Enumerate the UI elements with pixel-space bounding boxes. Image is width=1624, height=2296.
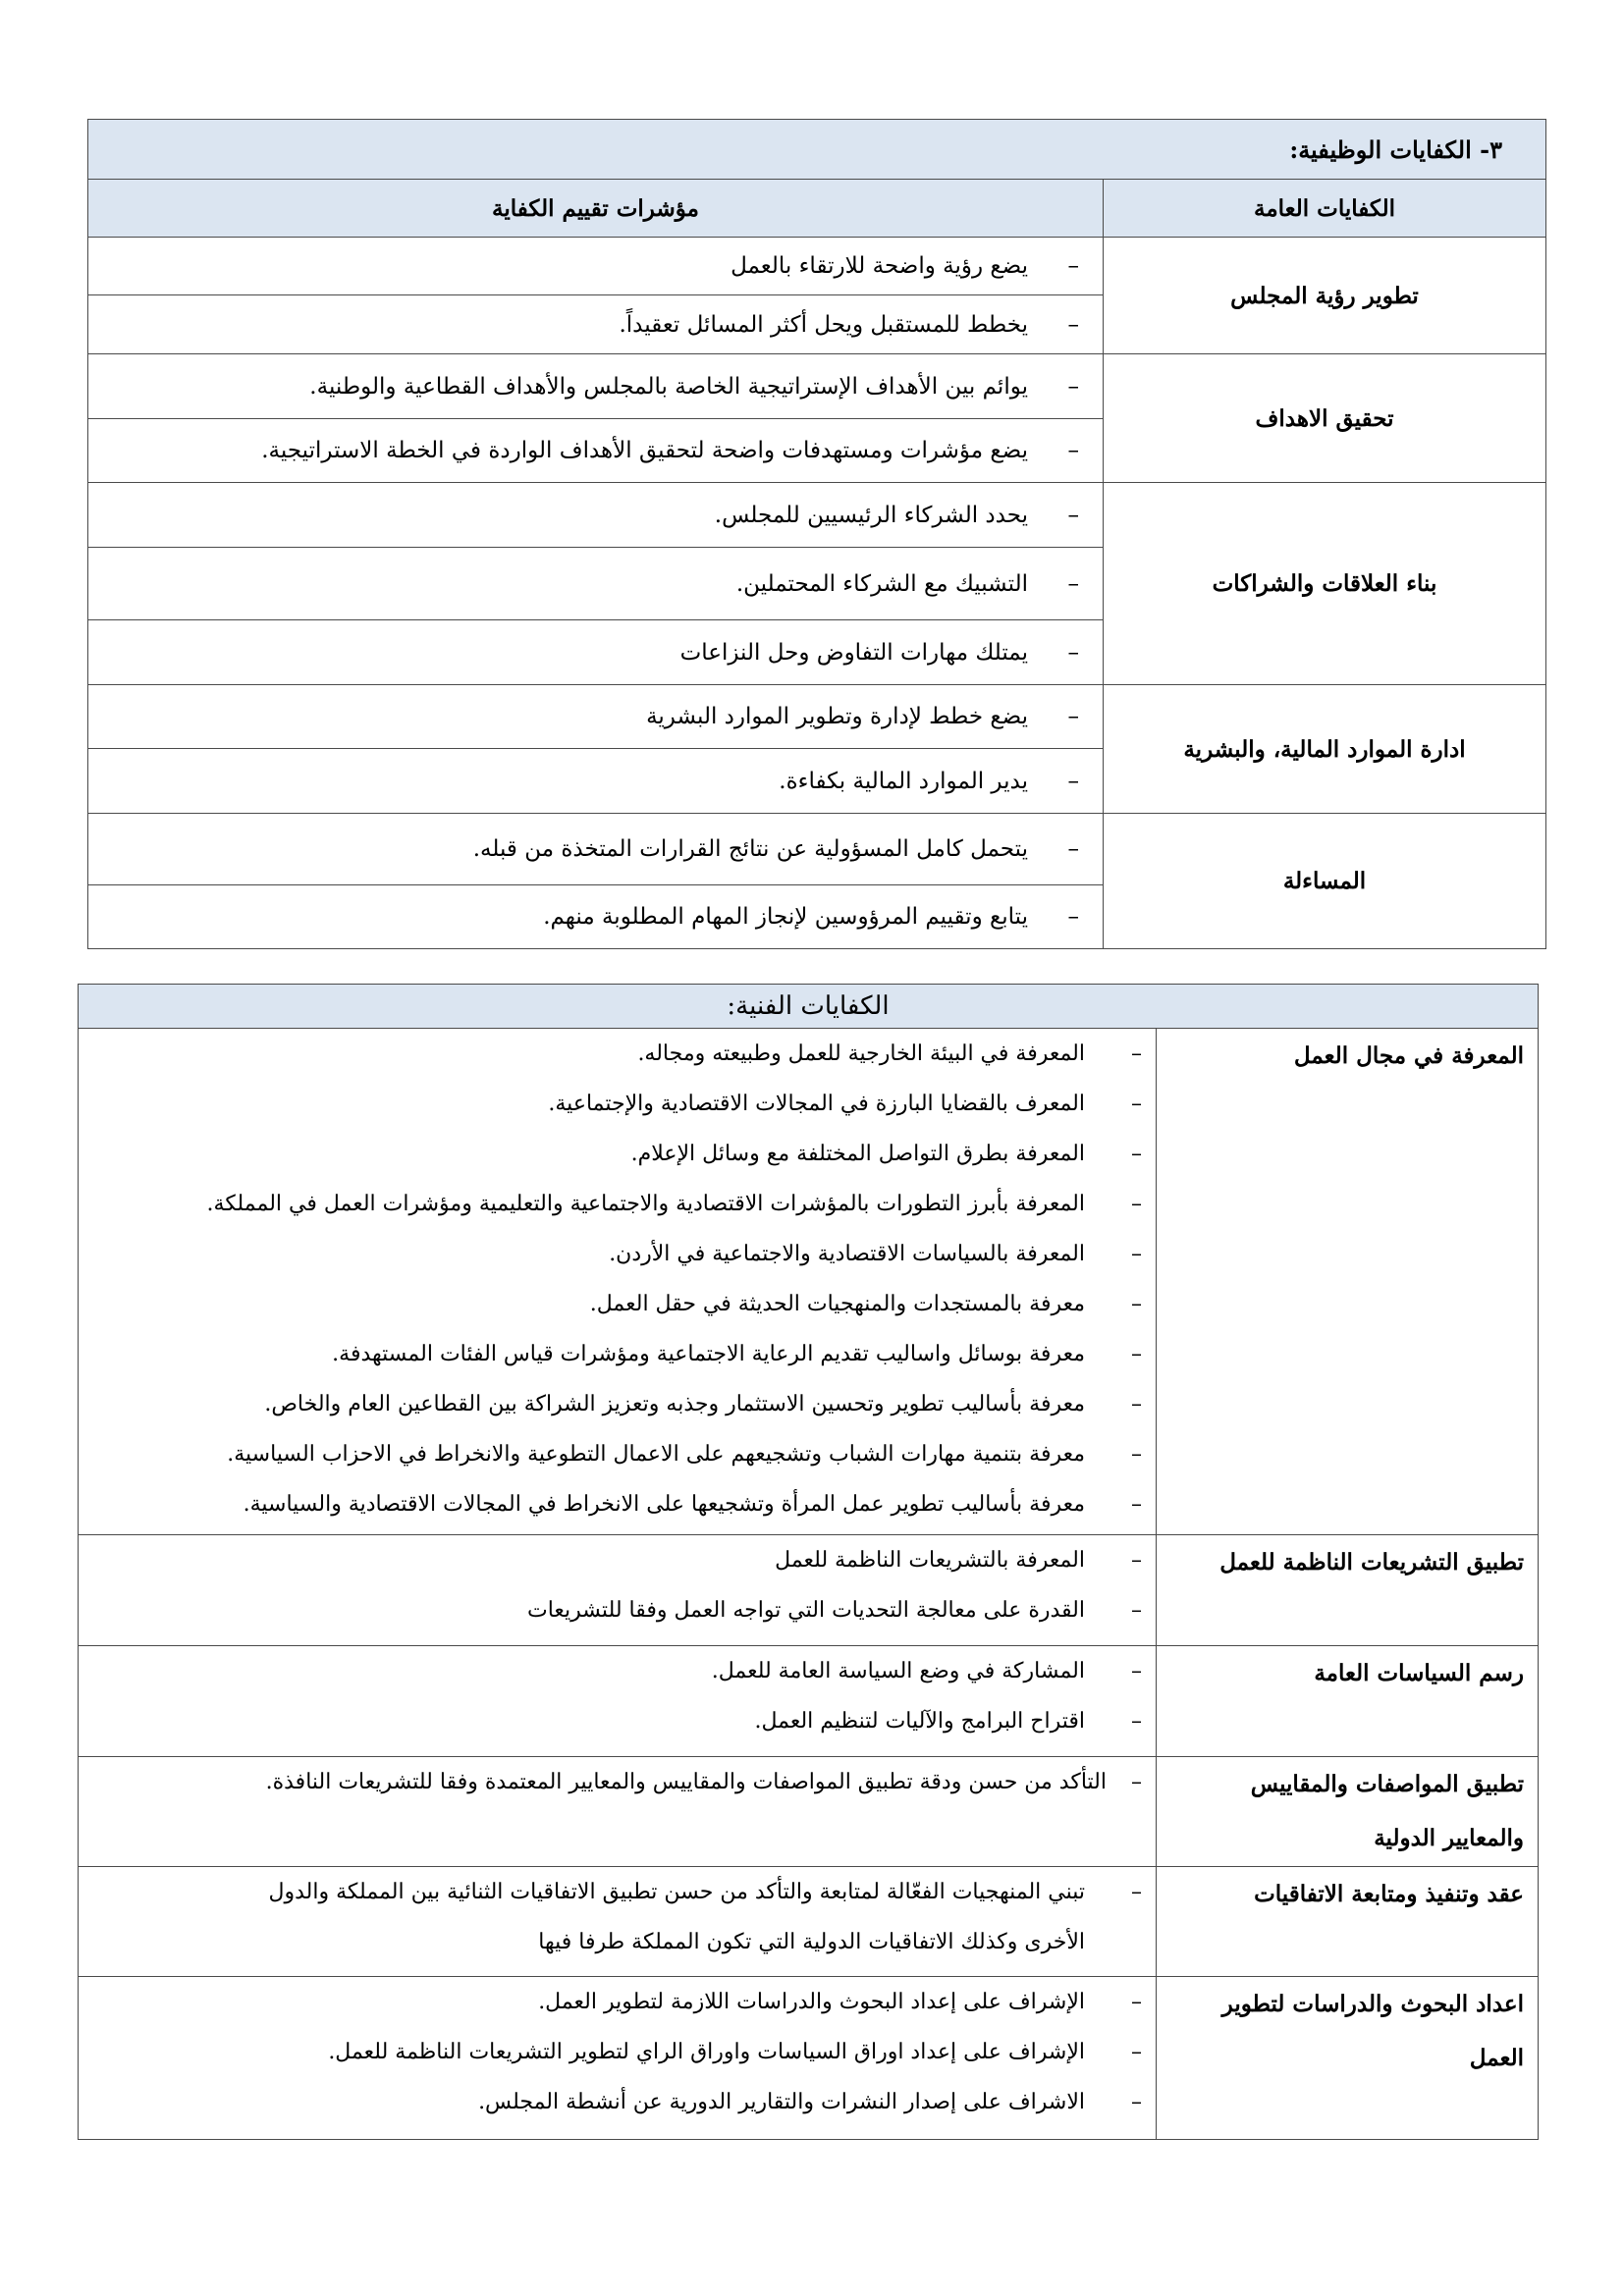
technical-competencies-table (78, 984, 1539, 2140)
header-evaluation-indicators: مؤشرات تقييم الكفاية (88, 180, 1104, 238)
indicator-item: –الإشراف على إعداد البحوث والدراسات اللازمة لتطوير العمل. (538, 1990, 1142, 2014)
competency-name: المعرفة في مجال العمل (1157, 1029, 1539, 1535)
indicator-item: –المعرفة بالتشريعات الناظمة للعمل (775, 1548, 1142, 1573)
indicator-item: –معرفة بأساليب تطوير وتحسين الاستثمار وجذبه وتعزيز الشراكة بين القطاعين العام والخاص. (264, 1392, 1142, 1416)
indicator-item: –معرفة بوسائل واساليب تقديم الرعاية الاجتماعية ومؤشرات قياس الفئات المستهدفة. (332, 1342, 1142, 1366)
indicator-item: –الإشراف على إعداد اوراق السياسات واوراق الراي لتطوير التشريعات الناظمة للعمل. (328, 2040, 1142, 2064)
indicator-list (79, 1535, 1157, 1646)
header-general-competencies: الكفايات العامة (1104, 180, 1546, 238)
competency-name: رسم السياسات العامة (1157, 1646, 1539, 1757)
indicator-item: –تبني المنهجيات الفعّالة لمتابعة والتأكد من حسن تطبيق الاتفاقيات الثنائية بين المملكة والدول الأخرى وكذلك الاتفاقيات الدولية التي تكون المملكة طرفا فيها (79, 1867, 1157, 1977)
indicator-item: –المعرفة في البيئة الخارجية للعمل وطبيعته ومجاله. (637, 1041, 1142, 1066)
functional-competencies-table (87, 119, 1546, 949)
indicator-item: –يحدد الشركاء الرئيسيين للمجلس. (88, 483, 1104, 548)
indicator-item: –القدرة على معالجة التحديات التي تواجه العمل وفقا للتشريعات (527, 1598, 1142, 1623)
competency-name: عقد وتنفيذ ومتابعة الاتفاقيات (1157, 1867, 1539, 1977)
indicator-list (79, 1646, 1157, 1757)
indicator-item: –المعرفة بأبرز التطورات بالمؤشرات الاقتصادية والاجتماعية والتعليمية ومؤشرات العمل في المملكة. (206, 1192, 1142, 1216)
indicator-item: –يضع خطط لإدارة وتطوير الموارد البشرية (88, 685, 1104, 749)
functional-section-title: ٣- الكفايات الوظيفية: (88, 120, 1546, 180)
competency-name: بناء العلاقات والشراكات (1104, 483, 1546, 685)
competency-name: اعداد البحوث والدراسات لتطوير العمل (1157, 1977, 1539, 2140)
indicator-item: –معرفة بأساليب تطوير عمل المرأة وتشجيعها على الانخراط في المجالات الاقتصادية والسياسية. (243, 1492, 1142, 1517)
indicator-item: –يدير الموارد المالية بكفاءة. (88, 749, 1104, 814)
indicator-item: –يخطط للمستقبل ويحل أكثر المسائل تعقيداً. (88, 295, 1104, 354)
indicator-item: –المعرف بالقضايا البارزة في المجالات الاقتصادية والإجتماعية. (548, 1092, 1142, 1116)
indicator-item: –التأكد من حسن ودقة تطبيق المواصفات والمقاييس والمعايير المعتمدة وفقا للتشريعات النافذة. (265, 1770, 1142, 1794)
indicator-item: –يمتلك مهارات التفاوض وحل النزاعات (88, 620, 1104, 685)
indicator-item: –يتابع وتقييم المرؤوسين لإنجاز المهام المطلوبة منهم. (88, 885, 1104, 949)
technical-section-title: الكفايات الفنية: (79, 985, 1539, 1029)
indicator-list (79, 1029, 1157, 1535)
indicator-list (79, 1977, 1157, 2140)
indicator-list (79, 1757, 1157, 1867)
competency-name: تطبيق التشريعات الناظمة للعمل (1157, 1535, 1539, 1646)
indicator-item: –معرفة بتنمية مهارات الشباب وتشجيعهم على الاعمال التطوعية والانخراط في الاحزاب السياسية. (227, 1442, 1142, 1467)
indicator-item: –المشاركة في وضع السياسة العامة للعمل. (711, 1659, 1142, 1683)
indicator-item: –الاشراف على إصدار النشرات والتقارير الدورية عن أنشطة المجلس. (478, 2090, 1142, 2114)
indicator-item: –التشبيك مع الشركاء المحتملين. (88, 548, 1104, 620)
indicator-item: –المعرفة بالسياسات الاقتصادية والاجتماعية في الأردن. (609, 1242, 1142, 1266)
competency-name: تطوير رؤية المجلس (1104, 238, 1546, 354)
indicator-item: –اقتراح البرامج والآليات لتنظيم العمل. (754, 1709, 1142, 1734)
indicator-item: –يضع رؤية واضحة للارتقاء بالعمل (88, 238, 1104, 295)
competency-name: ادارة الموارد المالية، والبشرية (1104, 685, 1546, 814)
indicator-item: –معرفة بالمستجدات والمنهجيات الحديثة في حقل العمل. (589, 1292, 1142, 1316)
indicator-item: –يضع مؤشرات ومستهدفات واضحة لتحقيق الأهداف الواردة في الخطة الاستراتيجية. (88, 419, 1104, 483)
indicator-item: –يتحمل كامل المسؤولية عن نتائج القرارات المتخذة من قبله. (88, 814, 1104, 885)
indicator-item: –يوائم بين الأهداف الإستراتيجية الخاصة بالمجلس والأهداف القطاعية والوطنية. (88, 354, 1104, 419)
competency-name: تطبيق المواصفات والمقاييس والمعايير الدولية (1157, 1757, 1539, 1867)
competency-name: تحقيق الاهداف (1104, 354, 1546, 483)
competency-name: المساءلة (1104, 814, 1546, 949)
indicator-item: –المعرفة بطرق التواصل المختلفة مع وسائل الإعلام. (630, 1142, 1142, 1166)
